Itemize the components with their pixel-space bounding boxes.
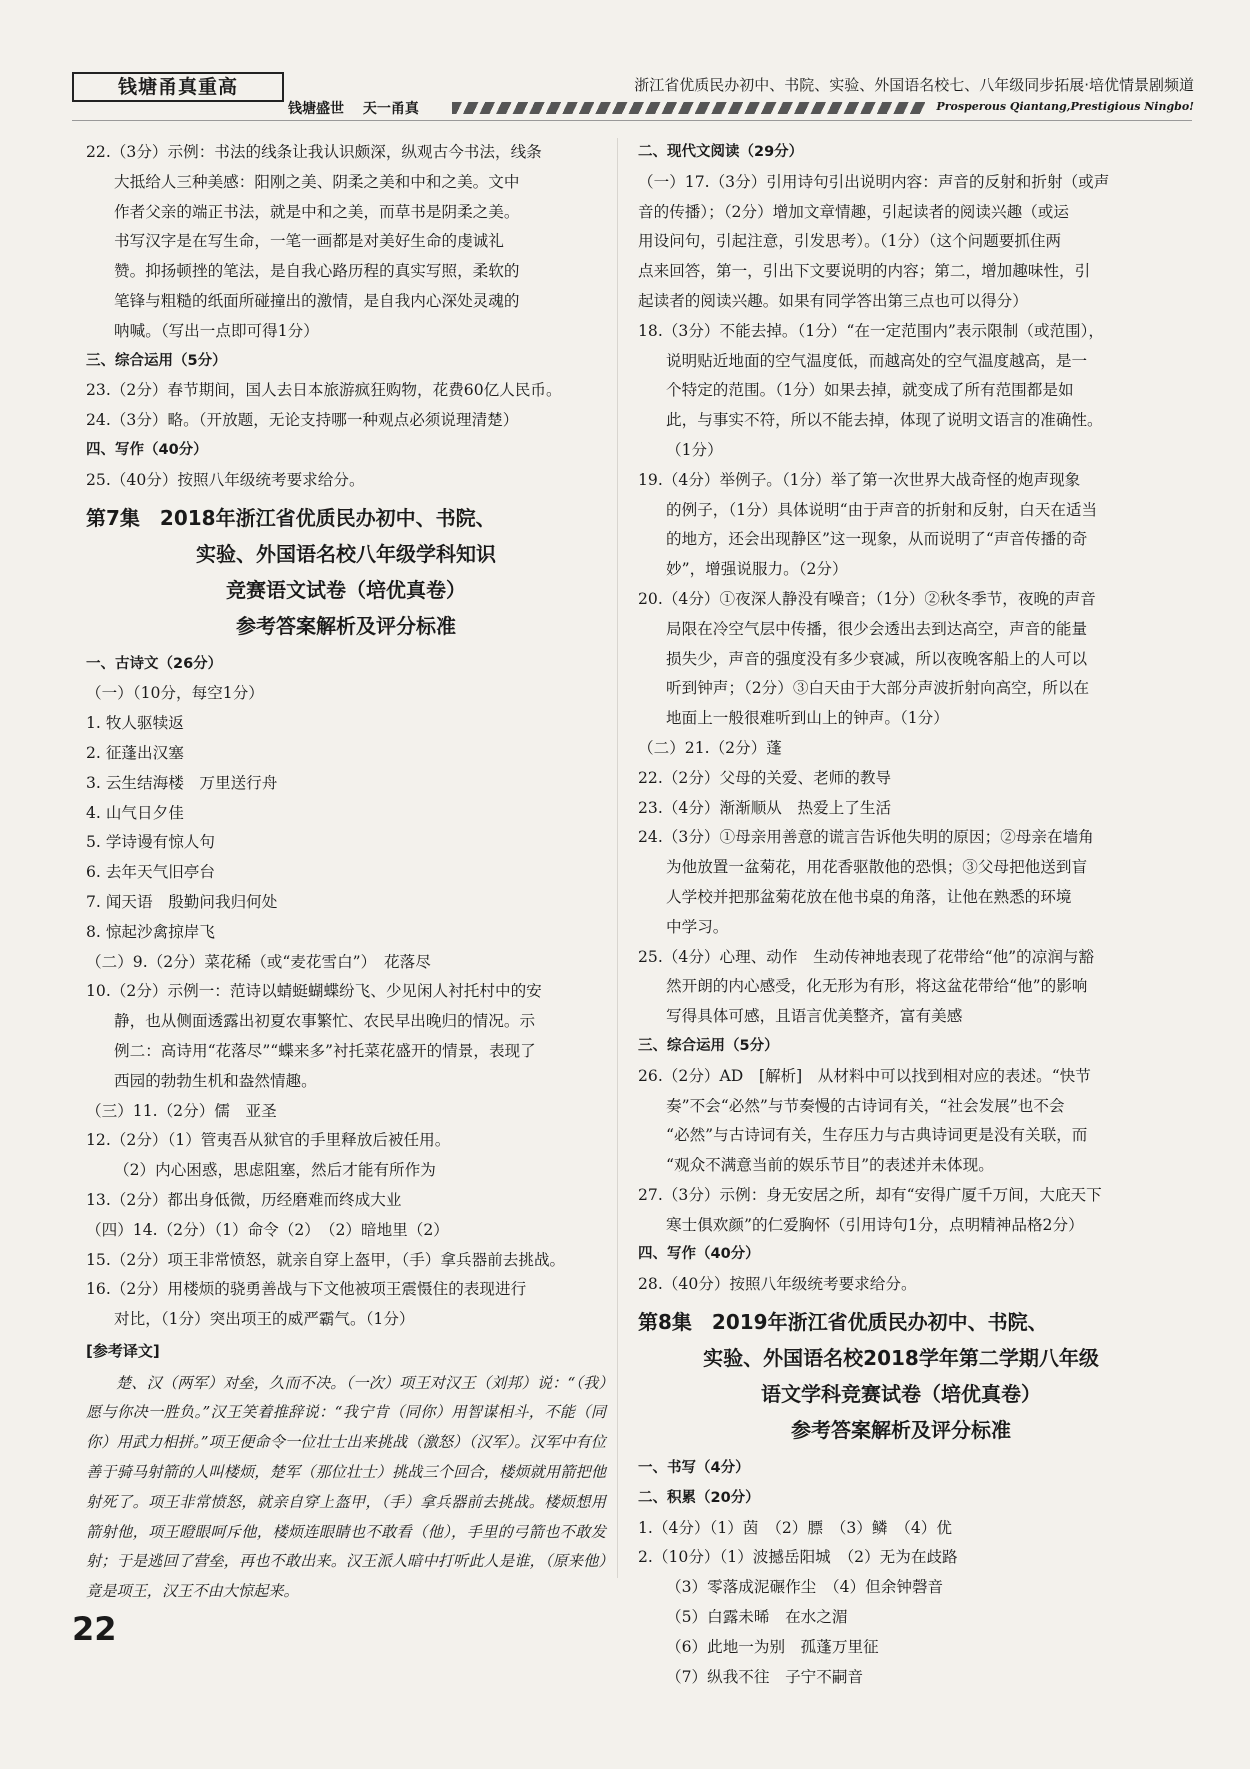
section-heading: 一、古诗文（26分） — [86, 655, 223, 672]
section-heading: 四、写作（40分） — [86, 441, 208, 458]
answer-18 — [638, 317, 1164, 466]
q27-line: 27.（3分）示例：身无安居之所，却有“安得广厦千万间，大庇天下 — [638, 1185, 1102, 1204]
list-item: 2. 征蓬出汉塞 — [86, 743, 184, 762]
q17-line: 用设问句，引起注意，引发思考）。（1分）（这个问题要抓住两 — [638, 232, 1062, 251]
q27-line: 寒士俱欢颜”的仁爱胸怀（引用诗句1分，点明精神品格2分） — [666, 1215, 1084, 1234]
answer-22: 22.（2分）父母的关爱、老师的教导 — [638, 768, 892, 787]
q26-line: 26.（2分）AD [解析] 从材料中可以找到相对应的表述。“快节 — [638, 1066, 1091, 1085]
q22-line: 赞。抑扬顿挫的笔法，是自我心路历程的真实写照，柔软的 — [114, 262, 520, 281]
q26-line: “必然”与古诗词有关，生存压力与古典诗词更是没有关联，而 — [666, 1126, 1088, 1145]
answer-12: 12.（2分）（1）管夷吾从狱官的手里释放后被任用。 — [86, 1131, 451, 1150]
header-rule — [72, 120, 1192, 121]
q18-line: （1分） — [666, 440, 723, 459]
list-item: 8. 惊起沙禽掠岸飞 — [86, 922, 215, 941]
answer-19 — [638, 466, 1164, 585]
list-item: 4. 山气日夕佳 — [86, 803, 184, 822]
answer-2-line: （7）纵我不往 子宁不嗣音 — [666, 1667, 864, 1686]
q17-line: 起读者的阅读兴趣。如果有同学答出第三点也可以得分） — [638, 291, 1028, 310]
group-heading: （四）14.（2分）（1）命令（2） （2）暗地里（2） — [86, 1220, 449, 1239]
q22-line: 呐喊。（写出一点即可得1分） — [114, 321, 319, 340]
answer-24 — [638, 823, 1164, 942]
q17-line: （一）17.（3分）引用诗句引出说明内容：声音的反射和折射（或声 — [638, 172, 1110, 191]
q18-line: 此，与事实不符，所以不能去掉，体现了说明文语言的准确性。 — [666, 411, 1103, 430]
chapter-title-line: 第7集 2018年浙江省优质民办初中、书院、 — [86, 505, 496, 530]
q20-line: 损失少，声音的强度没有多少衰减，所以夜晚客船上的人可以 — [666, 649, 1088, 668]
brand-logo: 钱塘甬真重高 — [72, 72, 284, 102]
answer-17 — [638, 168, 1164, 317]
answer-25: 25.（40分）按照八年级统考要求给分。 — [86, 470, 365, 489]
answer-13: 13.（2分）都出身低微，历经磨难而终成大业 — [86, 1190, 402, 1209]
chapter-title-line: 参考答案解析及评分标准 — [791, 1418, 1011, 1443]
column-divider — [617, 138, 618, 1578]
chapter-7-title — [86, 500, 606, 644]
answer-16 — [86, 1275, 606, 1335]
q24-line: 24.（3分）①母亲用善意的谎言告诉他失明的原因；②母亲在墙角 — [638, 828, 1094, 847]
q26-line: “观众不满意当前的娱乐节目”的表述并未体现。 — [666, 1156, 994, 1175]
list-item: 1. 牧人驱犊返 — [86, 714, 184, 733]
q10-line: 例二：高诗用“花落尽”“蝶来多”衬托菜花盛开的情景，表现了 — [114, 1041, 536, 1060]
q22-line: 作者父亲的端正书法，就是中和之美，而草书是阴柔之美。 — [114, 202, 520, 221]
answer-1: 1.（4分）（1）茵 （2）膘 （3）鳞 （4）优 — [638, 1518, 952, 1537]
left-column — [86, 138, 606, 1607]
slogan — [288, 98, 433, 118]
q26-line: 奏”不会“必然”与节奏慢的古诗词有关，“社会发展”也不会 — [666, 1096, 1065, 1115]
chapter-title-line: 实验、外国语名校2018学年第二学期八年级 — [703, 1346, 1099, 1371]
q19-line: 妙”，增强说服力。（2分） — [666, 560, 848, 579]
answer-12-b: （2）内心困惑，思虑阻塞，然后才能有所作为 — [114, 1161, 436, 1180]
q22-line: 大抵给人三种美感：阳刚之美、阴柔之美和中和之美。文中 — [114, 172, 520, 191]
answer-10 — [86, 977, 606, 1096]
section-heading: 二、积累（20分） — [638, 1489, 760, 1506]
group-heading: （二）9.（2分）菜花稀（或“麦花雪白”） 花落尽 — [86, 952, 431, 971]
chapter-8-title — [638, 1304, 1164, 1448]
answer-27 — [638, 1181, 1164, 1241]
answer-28: 28.（40分）按照八年级统考要求给分。 — [638, 1275, 917, 1294]
section-heading: 一、书写（4分） — [638, 1460, 750, 1477]
q22-line: 22.（3分）示例：书法的线条让我认识颇深，纵观古今书法，线条 — [86, 143, 542, 161]
q24-line: 人学校并把那盆菊花放在他书桌的角落，让他在熟悉的环境 — [666, 887, 1072, 906]
slogan-right: 天一甬真 — [362, 101, 419, 117]
q16-line: 对比，（1分）突出项王的威严霸气。（1分） — [114, 1310, 415, 1329]
q24-line: 为他放置一盆菊花，用花香驱散他的恐惧；③父母把他送到盲 — [666, 858, 1088, 877]
q18-line: 18.（3分）不能去掉。（1分）“在一定范围内”表示限制（或范围）， — [638, 321, 1105, 340]
list-item: 3. 云生结海楼 万里送行舟 — [86, 773, 278, 792]
answer-21: （二）21.（2分）蓬 — [638, 738, 782, 757]
q20-line: 20.（4分）①夜深人静没有噪音；（1分）②秋冬季节，夜晚的声音 — [638, 589, 1096, 608]
section-heading: 四、写作（40分） — [638, 1246, 760, 1263]
header-stripes — [452, 102, 926, 114]
group-heading: （一）（10分，每空1分） — [86, 684, 264, 703]
list-item: 5. 学诗谩有惊人句 — [86, 833, 215, 852]
chapter-title-line: 参考答案解析及评分标准 — [236, 613, 456, 638]
series-title: 浙江省优质民办初中、书院、实验、外国语名校七、八年级同步拓展·培优情景剧频道 — [634, 76, 1194, 94]
answer-2-line: （3）零落成泥碾作尘 （4）但余钟磬音 — [666, 1578, 944, 1597]
page-number: 22 — [72, 1610, 117, 1648]
q17-line: 音的传播）；（2分）增加文章情趣，引起读者的阅读兴趣（或运 — [638, 202, 1069, 221]
q22-line: 笔锋与粗糙的纸面所碰撞出的激情，是自我内心深处灵魂的 — [114, 291, 520, 310]
q17-line: 点来回答，第一，引出下文要说明的内容；第二，增加趣味性，引 — [638, 262, 1091, 281]
page-header — [60, 72, 1194, 122]
chapter-title-line: 第8集 2019年浙江省优质民办初中、书院、 — [638, 1310, 1048, 1335]
q19-line: 的例子，（1分）具体说明“由于声音的折射和反射，白天在适当 — [666, 500, 1098, 519]
q20-line: 地面上一般很难听到山上的钟声。（1分） — [666, 709, 949, 728]
answer-22 — [86, 138, 606, 347]
section-heading: 三、综合运用（5分） — [638, 1037, 779, 1054]
q25-line: 然开朗的内心感受，化无形为有形，将这盆花带给“他”的影响 — [666, 977, 1088, 996]
answer-15: 15.（2分）项王非常愤怒，就亲自穿上盔甲，（手）拿兵器前去挑战。 — [86, 1250, 566, 1269]
list-item: 7. 闻天语 殷勤问我归何处 — [86, 892, 278, 911]
slogan-english: Prosperous Qiantang,Prestigious Ningbo! — [936, 100, 1194, 113]
group-heading: （三）11.（2分）儒 亚圣 — [86, 1101, 277, 1120]
q10-line: 静，也从侧面透露出初夏农事繁忙、农民早出晚归的情况。示 — [114, 1012, 536, 1031]
slogan-left: 钱塘盛世 — [288, 101, 344, 117]
translation-text: 楚、汉（两军）对垒，久而不决。（一次）项王对汉王（刘邦）说：“（我）愿与你决一胜负。”汉王笑着推辞说：“我宁肯（同你）用智谋相斗，不能（同你）用武力相拼。”项王便命令一位壮士出来挑战（激怒）（汉军）。汉军中有位善于骑马射箭的人叫楼烦，楚军（那位壮士）挑战三个回合，楼烦就用箭把他射死了。项王非常愤怒，就亲自穿上盔甲，（手）拿兵器前去挑战。楼烦想用箭射他，项王瞪眼呵斥他，楼烦连眼睛也不敢看（他），手里的弓箭也不敢发射；于是逃回了营垒，再也不敢出来。汉王派人暗中打听此人是谁，（原来他）竟是项王，汉王不由大惊起来。 — [86, 1373, 606, 1601]
answer-24: 24.（3分）略。（开放题，无论支持哪一种观点必须说理清楚） — [86, 411, 519, 430]
answer-2: 2.（10分）（1）波撼岳阳城 （2）无为在歧路 — [638, 1548, 958, 1567]
q25-line: 25.（4分）心理、动作 生动传神地表现了花带给“他”的凉润与豁 — [638, 947, 1095, 966]
answer-20 — [638, 585, 1164, 734]
q22-line: 书写汉字是在写生命，一笔一画都是对美好生命的虔诚礼 — [114, 232, 504, 251]
q18-line: 个特定的范围。（1分）如果去掉，就变成了所有范围都是如 — [666, 381, 1074, 400]
translation-title: [参考译文] — [86, 1341, 160, 1360]
q19-line: 的地方，还会出现静区”这一现象，从而说明了“声音传播的奇 — [666, 530, 1088, 549]
answer-26 — [638, 1062, 1164, 1181]
answer-23: 23.（4分）渐渐顺从 热爱上了生活 — [638, 798, 892, 817]
q16-line: 16.（2分）用楼烦的骁勇善战与下文他被项王震慑住的表现进行 — [86, 1280, 527, 1299]
chapter-title-line: 实验、外国语名校八年级学科知识 — [196, 541, 496, 566]
q24-line: 中学习。 — [666, 917, 729, 936]
q10-line: 西园的勃勃生机和盎然情趣。 — [114, 1071, 317, 1090]
q25-line: 写得具体可感，且语言优美整齐，富有美感 — [666, 1007, 963, 1026]
q18-line: 说明贴近地面的空气温度低，而越高处的空气温度越高，是一 — [666, 351, 1088, 370]
section-heading: 三、综合运用（5分） — [86, 352, 227, 369]
answer-23: 23.（2分）春节期间，国人去日本旅游疯狂购物，花费60亿人民币。 — [86, 381, 562, 400]
answer-2-line: （5）白露未晞 在水之湄 — [666, 1608, 848, 1627]
q20-line: 局限在冷空气层中传播，很少会透出去到达高空，声音的能量 — [666, 619, 1088, 638]
answer-2-line: （6）此地一为别 孤蓬万里征 — [666, 1637, 879, 1656]
answer-25 — [638, 943, 1164, 1032]
q20-line: 听到钟声；（2分）③白天由于大部分声波折射向高空，所以在 — [666, 679, 1090, 698]
right-column — [638, 138, 1164, 1692]
q10-line: 10.（2分）示例一：范诗以蜻蜓蝴蝶纷飞、少见闲人衬托村中的安 — [86, 982, 542, 1001]
chapter-title-line: 语文学科竞赛试卷（培优真卷） — [761, 1382, 1041, 1407]
q19-line: 19.（4分）举例子。（1分）举了第一次世界大战奇怪的炮声现象 — [638, 470, 1081, 489]
list-item: 6. 去年天气旧亭台 — [86, 863, 215, 882]
chapter-title-line: 竞赛语文试卷（培优真卷） — [226, 577, 466, 602]
section-heading: 二、现代文阅读（29分） — [638, 144, 804, 160]
